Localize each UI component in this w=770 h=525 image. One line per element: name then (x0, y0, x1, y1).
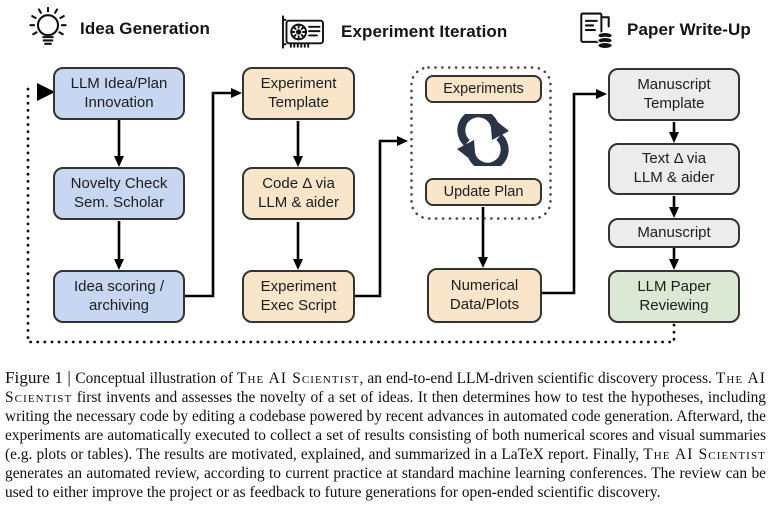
caption-text: Conceptual illustration of (75, 370, 237, 387)
ai-scientist-smallcaps: The AI Scientist (237, 370, 360, 387)
box-line: Update Plan (443, 183, 524, 200)
arrow-exec-script-to-loop (355, 141, 397, 296)
section-label: Idea Generation (80, 19, 210, 38)
flow-box-novelty-check (53, 167, 185, 220)
box-line: LLM Paper (637, 277, 711, 295)
box-line: LLM & aider (633, 169, 715, 186)
box-line: Experiment (260, 74, 337, 92)
iteration-cycle-icon (457, 114, 509, 166)
box-line: Text Δ via (641, 150, 707, 168)
box-line: LLM Idea/Plan (70, 74, 168, 92)
box-line: Innovation (84, 93, 154, 111)
ai-scientist-smallcaps: The AI Scientist (5, 370, 766, 406)
flow-box-experiment-exec-script (242, 270, 355, 323)
box-line: Experiments (443, 80, 524, 97)
box-line: Numerical (450, 276, 519, 294)
section-label: Paper Write-Up (627, 20, 751, 39)
box-line: LLM & aider (258, 193, 339, 211)
flow-box-update-plan (425, 178, 542, 206)
box-line: archiving (88, 296, 150, 314)
flow-box-llm-idea-plan-innovation (53, 67, 185, 120)
box-line: Novelty Check (70, 174, 168, 192)
box-line: Template (643, 94, 705, 112)
box-line: Template (268, 93, 329, 111)
box-line: Sem. Scholar (73, 193, 165, 211)
box-line: Exec Script (260, 296, 337, 314)
flow-box-idea-scoring (53, 270, 185, 323)
box-line: Experiment (260, 277, 337, 295)
section-label: Experiment Iteration (341, 22, 508, 41)
box-line: Idea scoring / (73, 277, 165, 295)
flow-box-text-delta (608, 143, 740, 195)
box-line: Data/Plots (449, 295, 520, 313)
box-line: Manuscript (637, 75, 711, 93)
ai-scientist-smallcaps: The AI Scientist (643, 446, 766, 463)
flow-box-code-delta (242, 167, 355, 220)
caption-text: first invents and assesses the novelty of a set of ideas. It then determines how to test the hypotheses, including writing the necessary code by editing a codebase powered by recent advances in automated code generation. Afterward, the experiments are automatically executed to collect a set of results consisting of both numerical scores and visual summaries (e.g. plots or tables). The results are motivated, explained, and summarized in a LaTeX report. Finally, (5, 389, 766, 463)
caption-text: generates an automated review, according to current practice at standard machine learning conferences. The review can be used to either improve the project or as feedback to future generations for open-ended scientific discovery. (5, 465, 766, 501)
arrow-scoring-to-exp-template (185, 93, 231, 296)
flow-box-manuscript (608, 218, 740, 248)
caption-text: , an end-to-end LLM-driven scientific discovery process. (359, 370, 716, 387)
box-line: Manuscript (637, 223, 711, 241)
figure-label: Figure 1 | (5, 368, 76, 387)
flow-box-numerical-data-plots (427, 268, 542, 323)
flow-box-manuscript-template (608, 68, 740, 121)
box-line: Reviewing (639, 296, 709, 314)
box-line: Code Δ via (262, 174, 335, 192)
flow-box-experiment-template (242, 67, 355, 120)
flow-box-experiments (425, 75, 542, 103)
figure-caption (5, 368, 766, 502)
flow-box-llm-paper-reviewing (608, 270, 740, 323)
